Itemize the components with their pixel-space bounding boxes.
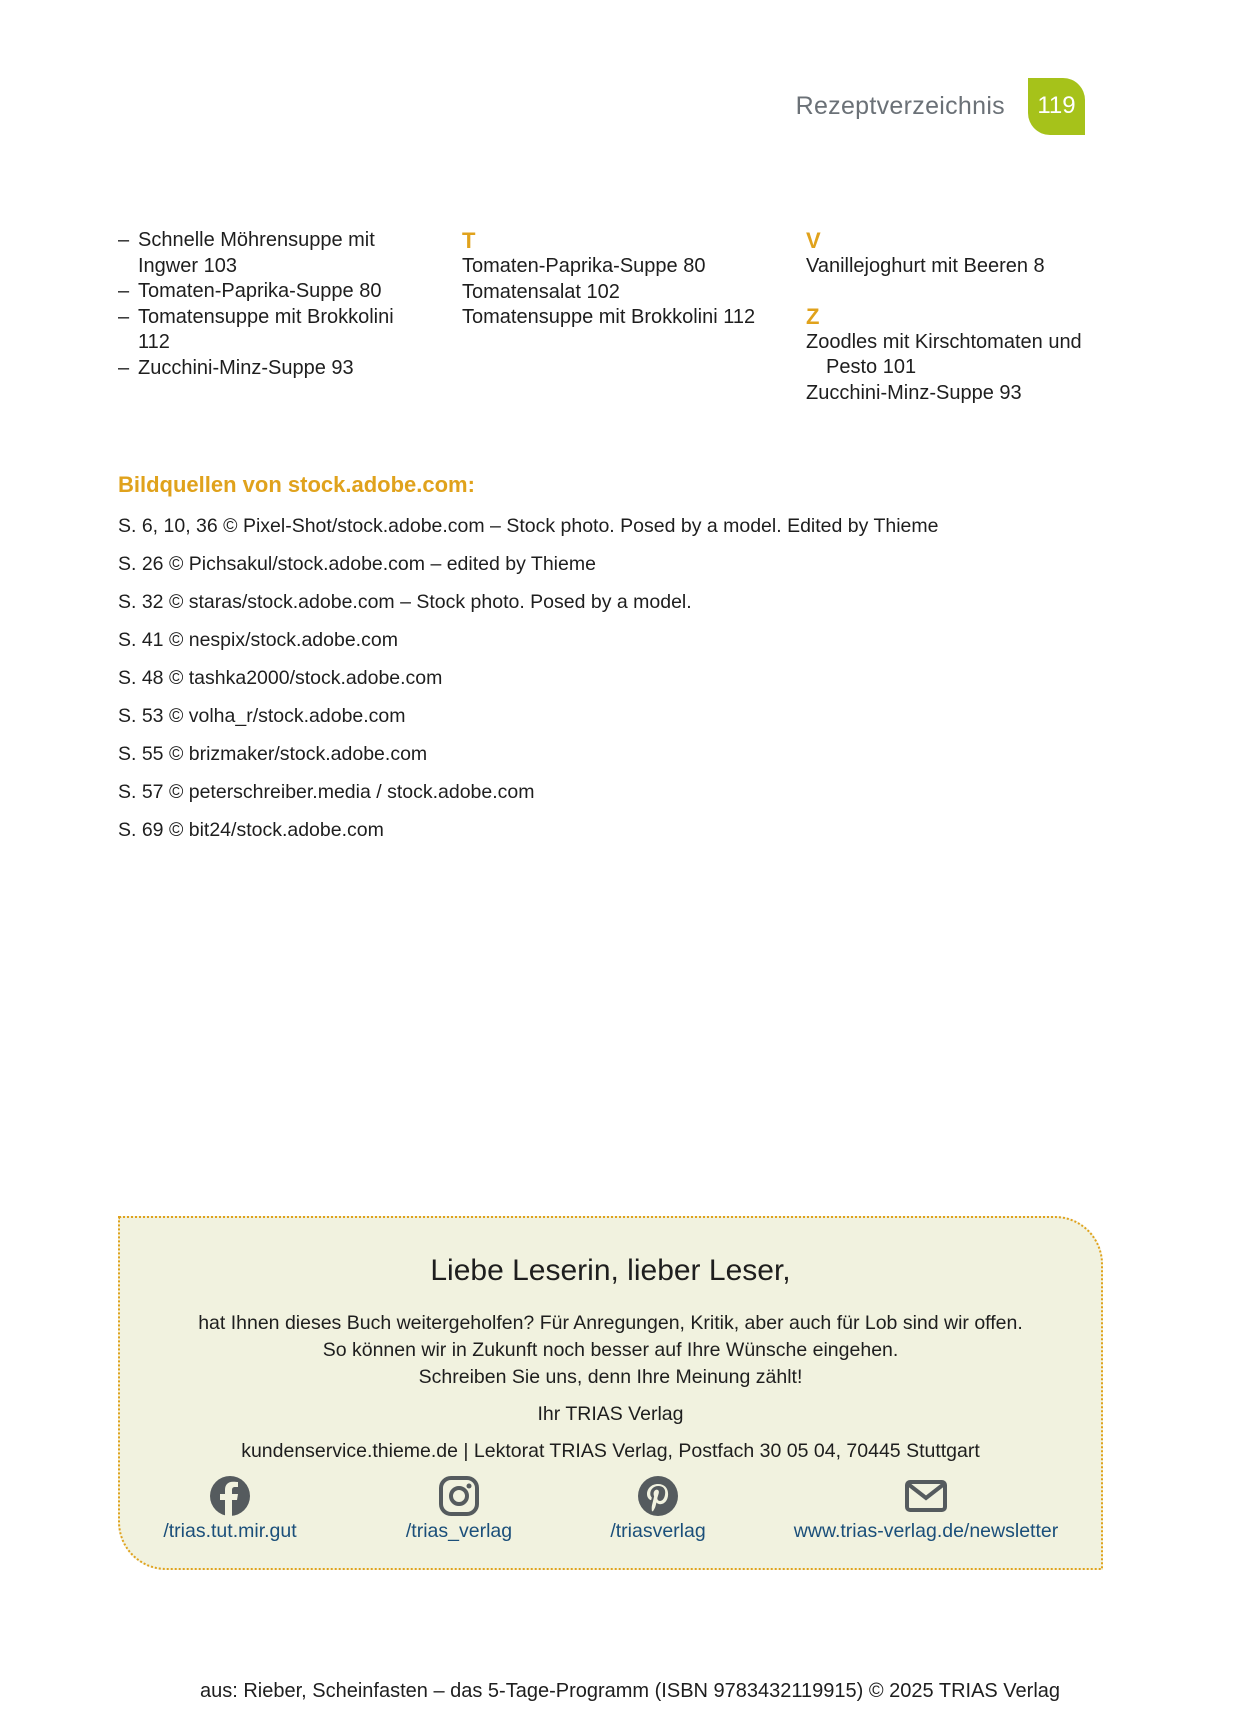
index-letter-t: T [462, 228, 476, 253]
feedback-line: hat Ihnen dieses Buch weitergeholfen? Für Anregungen, Kritik, aber auch für Lob sind wir offen. [198, 1312, 1023, 1334]
image-sources-heading: Bildquellen von stock.adobe.com: [118, 472, 475, 497]
social-facebook[interactable] [150, 1476, 310, 1543]
section-title: Rezeptverzeichnis [795, 91, 1005, 120]
facebook-icon [210, 1476, 250, 1516]
social-label[interactable]: www.trias-verlag.de/newsletter [793, 1520, 1059, 1542]
pinterest-icon [638, 1476, 678, 1516]
index-entry: – Tomaten-Paprika-Suppe 80 [118, 280, 382, 302]
page-header [796, 77, 1085, 135]
image-source-item: S. 53 © volha_r/stock.adobe.com [118, 705, 406, 727]
feedback-title: Liebe Leserin, lieber Leser, [430, 1254, 791, 1287]
image-sources-list [118, 513, 938, 855]
index-letter-z: Z [806, 303, 820, 329]
feedback-line: Schreiben Sie uns, denn Ihre Meinung zählt! [418, 1366, 803, 1388]
index-entry: Zoodles mit Kirschtomaten und Pesto 101 [806, 330, 1082, 378]
feedback-contact: kundenservice.thieme.de | Lektorat TRIAS Verlag, Postfach 30 05 04, 70445 Stuttgart [241, 1440, 980, 1462]
index-column-2 [462, 228, 762, 331]
feedback-signature: Ihr TRIAS Verlag [537, 1403, 684, 1425]
image-source-item: S. 69 © bit24/stock.adobe.com [118, 819, 384, 841]
image-source-item: S. 57 © peterschreiber.media / stock.adobe.com [118, 781, 535, 803]
social-label[interactable]: /triasverlag [610, 1520, 706, 1542]
feedback-box [118, 1216, 1103, 1570]
index-column-1 [118, 228, 418, 381]
image-source-item: S. 32 © staras/stock.adobe.com – Stock photo. Posed by a model. [118, 591, 692, 613]
index-letter-v: V [806, 228, 821, 253]
index-entry: Vanillejoghurt mit Beeren 8 [806, 255, 1045, 277]
instagram-icon [439, 1476, 479, 1516]
image-source-item: S. 26 © Pichsakul/stock.adobe.com – edited by Thieme [118, 553, 596, 575]
index-column-3 [806, 228, 1126, 406]
social-label[interactable]: /trias_verlag [405, 1520, 513, 1542]
image-source-item: S. 6, 10, 36 © Pixel-Shot/stock.adobe.com – Stock photo. Posed by a model. Edited by Thieme [118, 515, 939, 537]
social-pinterest[interactable] [578, 1476, 738, 1543]
index-entry: – Schnelle Möhrensuppe mit Ingwer 103 [118, 229, 375, 277]
social-label[interactable]: /trias.tut.mir.gut [163, 1520, 297, 1542]
index-entry: Zucchini-Minz-Suppe 93 [806, 381, 1022, 404]
social-instagram[interactable] [384, 1476, 534, 1543]
image-source-item: S. 48 © tashka2000/stock.adobe.com [118, 667, 443, 689]
mail-icon [904, 1476, 948, 1516]
image-source-item: S. 41 © nespix/stock.adobe.com [118, 629, 398, 651]
index-entry: – Zucchini-Minz-Suppe 93 [118, 356, 354, 379]
index-entry: Tomatensalat 102 [462, 280, 620, 303]
feedback-body [120, 1310, 1101, 1391]
feedback-line: So können wir in Zukunft noch besser auf Ihre Wünsche eingehen. [322, 1339, 899, 1361]
source-footer: aus: Rieber, Scheinfasten – das 5-Tage-Programm (ISBN 9783432119915) © 2025 TRIAS Verlag [199, 1680, 1061, 1702]
index-entry: – Tomatensuppe mit Brokkolini 112 [118, 305, 394, 353]
image-source-item: S. 55 © brizmaker/stock.adobe.com [118, 743, 428, 765]
social-newsletter[interactable] [776, 1476, 1076, 1543]
page-number-badge: 119 [1028, 78, 1085, 135]
index-entry: Tomaten-Paprika-Suppe 80 [462, 255, 706, 277]
index-entry: Tomatensuppe mit Brokkolini 112 [462, 306, 756, 328]
